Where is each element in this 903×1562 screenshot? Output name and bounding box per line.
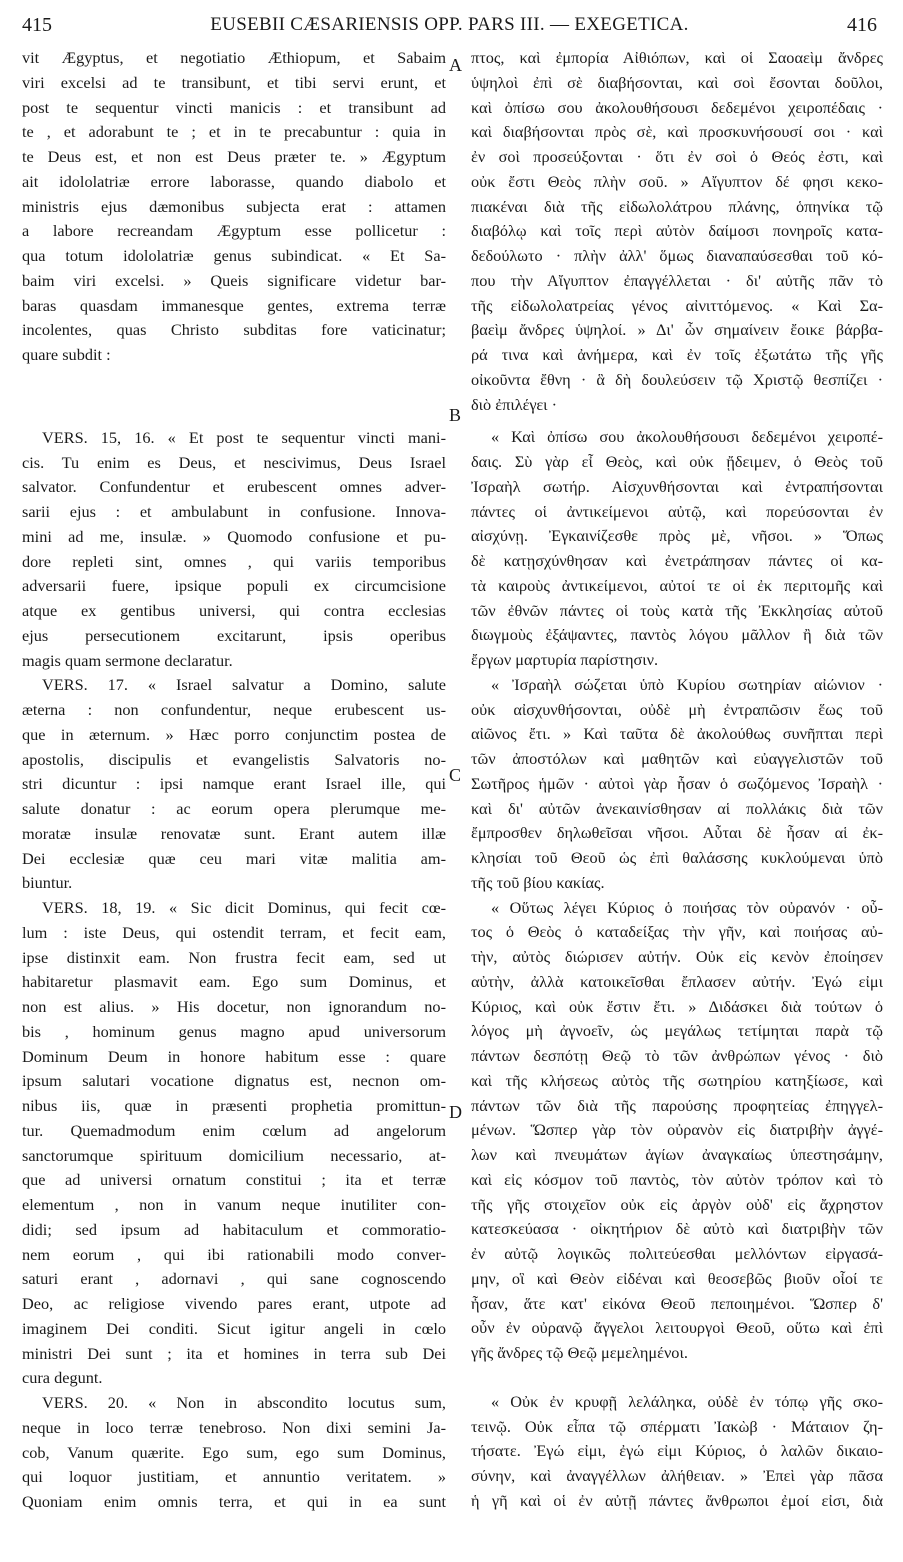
greek-text-line: « Οὕτως λέγει Κύριος ὁ ποιήσας τὸν οὐρανόν · οὗ- xyxy=(491,897,883,917)
latin-text-line: te Deus est, et non est Deus præter te. » Ægyptum xyxy=(22,147,446,166)
latin-text-line: nibus iis, quæ in præsenti prophetia promittun- xyxy=(22,1096,446,1115)
greek-text-line: τὴν, αὐτὸς διώρισεν αὐτήν. Οὐκ εἰς κενὸν ἐποίησεν xyxy=(471,947,883,966)
paragraph-gap xyxy=(471,1366,883,1390)
greek-text-line: ὑψηλοὶ ἐπὶ σὲ διαβήσονται, καὶ σοὶ ἔσονται δοῦλοι, xyxy=(471,72,883,92)
latin-text-line: post te sequentur vincti manicis : et transibunt ad xyxy=(22,97,446,117)
greek-text-line: ἔμπροσθεν δηλωθεῖσαι νῆσοι. Αὗται δὲ ἦσαν αἱ ἐκ- xyxy=(471,823,883,843)
latin-text-line: ejus persecutionem excitarunt, ipsis operibus xyxy=(22,625,446,645)
latin-text-line: mini ad me, insulæ. » Quomodo confusione et pu- xyxy=(22,526,446,546)
greek-text-line: Ἰσραὴλ σωτήρ. Αἰσχυνθήσονται καὶ ἐντραπήσονται xyxy=(471,476,883,496)
latin-text-line: didi; sed ipsum ad habitaculum et commoratio- xyxy=(22,1219,446,1239)
greek-text-line: καὶ διαβήσονται πρὸς σὲ, καὶ προσκυνήσουσί σοι · καὶ xyxy=(471,122,883,142)
greek-text-line: διὸ ἐπιλέγει · xyxy=(471,394,558,414)
latin-text-line: moratæ insulæ renovatæ sunt. Erant autem illæ xyxy=(22,823,446,843)
greek-text-line: κατεσκεύασα · οἰκητήριον δὲ αὐτὸ καὶ διατριβὴν τῶν xyxy=(471,1219,883,1239)
greek-text-line: « Οὐκ ἐν κρυφῇ λελάληκα, οὐδὲ ἐν τόπῳ γῆς σκο- xyxy=(491,1391,883,1411)
page-number-left: 415 xyxy=(22,14,52,36)
latin-text-line: Dominum Deum in honore habitum esse : quare xyxy=(22,1046,446,1066)
latin-text-line: te , et adorabunt te ; et in te precabuntur : quia in xyxy=(22,122,446,142)
latin-text-line: cob, Vanum quærite. Ego sum, ego sum Dominus, xyxy=(22,1442,446,1462)
latin-text-line: baim viri excelsi. » Queis significare videtur bar- xyxy=(22,270,446,290)
latin-text-line: non est alius. » His docetur, non ignorandum no- xyxy=(22,997,446,1016)
greek-text-line: τος ὁ Θεὸς ὁ καταδείξας τὴν γῆν, καὶ ποιήσας αὐ- xyxy=(471,922,883,942)
latin-text-line: æterna : non confundentur, neque erubescent us- xyxy=(22,700,446,719)
margin-letter-c: C xyxy=(449,765,462,785)
greek-text-line: τῆς εἰδωλολατρείας γένος αἰνιττόμενος. « Καὶ Σα- xyxy=(471,295,883,315)
latin-text-line: ipsum salutari vocatione dignatus est, necnon om- xyxy=(22,1071,446,1091)
latin-text-line: Deo, ac religiose vivendo pares erant, utpote ad xyxy=(22,1294,446,1313)
latin-text-line: sanctorumque spirituum domicilium necessario, at- xyxy=(22,1145,446,1165)
greek-text-line: « Καὶ ὀπίσω σου ἀκολουθήσουσι δεδεμένοι χειροπέ- xyxy=(491,427,883,447)
margin-letter-b: B xyxy=(449,405,462,425)
greek-text-line: αὐτὴν, ἀλλὰ κατοικεῖσθαι ἔπλασεν αὐτήν. Ἐγώ εἰμι xyxy=(471,971,883,991)
greek-text-line: οὐκ ἔστι Θεὸς πλὴν σοῦ. » Αἴγυπτον δέ φησι κεκο- xyxy=(471,171,883,191)
greek-text-line: μην, οἳ καὶ Θεὸν εἰδέναι καὶ θεοσεβῶς βιοῦν οἷοί τε xyxy=(471,1268,883,1288)
running-head: EUSEBII CÆSARIENSIS OPP. PARS III. — EXEGETICA. xyxy=(210,14,689,35)
greek-text-line: ρά τινα καὶ ἀνήμερα, καὶ ἐν τοῖς ἐξωτάτω τῆς γῆς xyxy=(471,345,883,364)
greek-text-line: σύνην, καὶ ἀναγγέλλων ἀλήθειαν. » Ἐπεὶ γὰρ πᾶσα xyxy=(471,1466,883,1485)
greek-text-line: ἐν σοὶ προσεύξονται · ὅτι ἐν σοὶ ὁ Θεός ἐστι, καὶ xyxy=(471,147,883,166)
greek-text-line: τῶν ἀποστόλων καὶ μαθητῶν καὶ εὐαγγελιστῶν τοῦ xyxy=(471,749,883,768)
greek-text-line: πιακέναι διὰ τῆς εἰδωλολάτρου πλάνης, ὁπηνίκα τῷ xyxy=(471,196,883,216)
latin-text-line: tur. Quemadmodum enim cœlum ad angelorum xyxy=(22,1120,446,1140)
latin-text-line: atque ex gentibus universi, qui contra ecclesias xyxy=(22,601,446,620)
greek-text-line: « Ἰσραὴλ σώζεται ὑπὸ Κυρίου σωτηρίαν αἰώνιον · xyxy=(491,674,883,694)
greek-text-line: καὶ εἰς κόσμον τοῦ παντὸς, τὸν αὐτὸν τρόπον καὶ τὸ xyxy=(471,1169,883,1189)
greek-text-line: ἡ γῆ καὶ οἱ ἐν αὐτῇ πάντες ἄνθρωποι ἐμοί εἰσι, διὰ xyxy=(471,1490,883,1510)
latin-text-line: viri excelsi ad te transibunt, et tibi servi erunt, et xyxy=(22,72,446,92)
greek-text-line: τῶν ἐθνῶν πάντες οἱ τοὺς κατὰ τῆς Ἐκκλησίας αὐτοῦ xyxy=(471,600,883,620)
paragraph-gap xyxy=(471,417,883,425)
latin-text-line: stri dicuntur : ipsi namque erant Israel ille, qui xyxy=(22,774,446,794)
greek-text-line: λων καὶ πνευμάτων ἁγίων ἀναγκαίως ὑπεστησάμην, xyxy=(471,1145,883,1164)
latin-text-line: imaginem Dei conditi. Sicut igitur angeli in cœlo xyxy=(22,1318,446,1338)
latin-text-line: nem eorum , qui ibi rationabili modo conver- xyxy=(22,1244,446,1264)
latin-text-line: VERS. 17. « Israel salvatur a Domino, salute xyxy=(42,675,446,695)
greek-text-line: δὲ κατῃσχύνθησαν καὶ ἐνετράπησαν πάντες οἱ κα- xyxy=(471,551,883,570)
greek-text-line: κλησίαι τοῦ Θεοῦ ὡς ἐπὶ θαλάσσης κυκλούμεναι ὑπὸ xyxy=(471,848,883,867)
latin-text-line: neque in loco terræ tenebroso. Non dixi semini Ja- xyxy=(22,1417,446,1437)
latin-text-line: dore repleti sint, omnes , qui variis temporibus xyxy=(22,551,446,571)
greek-text-line: οὐκ αἰσχυνθήσονται, οὐδὲ μὴ ἐντραπῶσιν ἕως τοῦ xyxy=(471,699,883,719)
latin-text-line: Quoniam enim omnis terra, et qui in ea sunt xyxy=(22,1492,446,1511)
greek-text-line: ἐν αὐτῷ λογικῶς πολιτεύεσθαι μελλόντων εἰργασά- xyxy=(471,1244,883,1263)
greek-text-line: τὰ καιροὺς ἀντικείμενοι, αὐτοί τε οἱ ἐκ περιτομῆς καὶ xyxy=(471,575,883,595)
greek-text-line: τήσατε. Ἐγώ εἰμι, ἐγώ εἰμι Κύριος, ὁ λαλῶν δικαιο- xyxy=(471,1441,883,1461)
greek-text-line: πάντων τῶν διὰ τῆς παρούσης προφητείας ἐπηγγελ- xyxy=(471,1095,883,1115)
latin-text-line: vit Ægyptus, et negotiatio Æthiopum, et Sabaim xyxy=(22,48,446,67)
greek-text-line: Κύριος, καὶ οὐκ ἔστιν ἔτι. » Διδάσκει διὰ τούτων ὁ xyxy=(471,996,883,1016)
greek-text-line: οὖν ἐν οὐρανῷ ἄγγελοι λειτουργοὶ Θεοῦ, οὕτω καὶ ἐπὶ xyxy=(471,1318,883,1338)
greek-text-line: βαεὶμ ἄνδρες ὑψηλοί. » Δι' ὧν σημαίνειν ἔοικε βάρβα- xyxy=(471,320,883,340)
greek-text-line: δαις. Σὺ γὰρ εἶ Θεὸς, καὶ οὐκ ᾔδειμεν, ὁ Θεὸς τοῦ xyxy=(471,452,883,471)
greek-text-line: αἰῶνος ἔτι. » Καὶ ταῦτα δὲ ἀκολούθως συνῆπται περὶ xyxy=(471,724,883,744)
latin-text-line: cis. Tu enim es Deus, et nescivimus, Deus Israel xyxy=(22,452,446,472)
latin-text-line: ait idololatriæ errore laborasse, quando diabolo et xyxy=(22,171,446,191)
greek-text-line: τῆς τοῦ βίου κακίας. xyxy=(471,872,605,892)
greek-text-line: πάντες οἱ ἀντικείμενοι αὐτῷ, καὶ πορεύσονται ἐν xyxy=(471,501,883,521)
latin-column xyxy=(22,46,446,1515)
greek-text-line: καὶ ὀπίσω σου ἀκολουθήσουσι δεδεμένοι χειροπέδαις · xyxy=(471,97,883,117)
greek-text-line: Σωτῆρος ἡμῶν · αὐτοὶ γὰρ ἦσαν ὁ σωζόμενος Ἰσραὴλ · xyxy=(471,773,883,793)
greek-text-line: μένων. Ὥσπερ γὰρ τὸν οὐρανὸν εἰς διατριβὴν ἀγγέ- xyxy=(471,1120,883,1140)
latin-text-line: apostolis, discipulis et evangelistis Salvatoris no- xyxy=(22,749,446,769)
latin-text-line: ipse distinxit eam. Non frustra fecit eam, sed ut xyxy=(22,947,446,967)
latin-text-line: a labore recreandam Ægyptum esse pollicetur : xyxy=(22,221,446,241)
latin-text-line: Dei ecclesiæ quæ ceu mari vitæ malitia am- xyxy=(22,848,446,868)
latin-text-line: adversarii fuere, ipsique populi ex circumcisione xyxy=(22,576,446,596)
latin-text-line: magis quam sermone declaratur. xyxy=(22,650,233,670)
latin-text-line: biuntur. xyxy=(22,873,73,893)
greek-text-line: τῆς γῆς στοιχεῖον οὐκ εἰς ἀργὸν οὐδ' εἰς ἄχρηστον xyxy=(471,1194,883,1214)
latin-text-line: saturi erant , adornavi , qui sane cognoscendo xyxy=(22,1269,446,1289)
greek-text-line: τεινῷ. Οὐκ εἶπα τῷ σπέρματι Ἰακὼβ · Μάταιον ζη- xyxy=(471,1416,883,1436)
latin-text-line: bis , hominum genus magno apud universorum xyxy=(22,1021,446,1041)
greek-text-line: πάντων δεσπότῃ Θεῷ τὸ τῶν ἀνθρώπων γένος · διὸ xyxy=(471,1046,883,1065)
greek-column xyxy=(471,46,883,1514)
latin-text-line: cura degunt. xyxy=(22,1368,103,1388)
page-number-right: 416 xyxy=(847,14,877,36)
greek-text-line: οἰκοῦντα ἔθνη · ἃ δὴ δουλεύσειν τῷ Χριστῷ θεσπίζει · xyxy=(471,369,883,389)
latin-text-line: elementum , non in vanum neque inutiliter con- xyxy=(22,1195,446,1214)
greek-text-line: ἦσαν, ἅτε κατ' εἰκόνα Θεοῦ πεποιημένοι. Ὥσπερ δ' xyxy=(471,1293,883,1313)
latin-text-line: salvator. Confundentur et erubescent omnes adver- xyxy=(22,477,446,497)
greek-text-line: ἔργων μαρτυρία παρίστησιν. xyxy=(471,650,659,669)
greek-text-line: δεδούλωτο · πλὴν ἀλλ' ὅμως διαναπαύσεσθαι τοῦ κό- xyxy=(471,246,883,265)
margin-letter-a: A xyxy=(449,55,462,75)
latin-text-line: incolentes, quas Christo subditas fore vaticinatur; xyxy=(22,320,446,340)
latin-text-line: qui loquor justitiam, et annuntio veritatem. » xyxy=(22,1467,446,1487)
latin-text-line: VERS. 20. « Non in abscondito locutus sum, xyxy=(42,1393,446,1412)
greek-text-line: καὶ δι' αὐτῶν ἀνεκαινίσθησαν αἱ πολλάκις διὰ τῶν xyxy=(471,798,883,818)
greek-text-line: διαβόλῳ καὶ τοῖς περὶ αὐτὸν δαίμοσι πονηροῖς κατα- xyxy=(471,221,883,241)
latin-text-line: qua totum idololatriæ genus subindicat. « Et Sa- xyxy=(22,246,446,265)
greek-text-line: λόγος μὴ ἀγνοεῖν, ὡς μεγάλως τετίμηται παρὰ τῷ xyxy=(471,1021,883,1041)
paragraph-gap xyxy=(22,368,446,426)
latin-text-line: VERS. 18, 19. « Sic dicit Dominus, qui fecit cœ- xyxy=(42,898,446,917)
greek-text-line: διωγμοὺς ἐξάψαντες, παντὸς λόγου μᾶλλον ἢ διὰ τῶν xyxy=(471,625,883,645)
latin-text-line: sarii ejus : et ambulabunt in confusione. Innova- xyxy=(22,502,446,521)
greek-text-line: γῆς ἄνδρες τῷ Θεῷ μεμελημένοι. xyxy=(471,1343,688,1362)
latin-text-line: ministris ejus dæmonibus subjecta erat : attamen xyxy=(22,196,446,216)
latin-text-line: salute donatur : ac eorum opera plerumque me- xyxy=(22,799,446,818)
greek-text-line: πτος, καὶ ἐμπορία Αἰθιόπων, καὶ οἱ Σαοαεὶμ ἄνδρες xyxy=(471,48,883,67)
page-header xyxy=(22,14,877,44)
latin-text-line: VERS. 15, 16. « Et post te sequentur vincti mani- xyxy=(42,427,446,447)
latin-text-line: que ad universi ornatum constitui ; ita et terræ xyxy=(22,1170,446,1190)
greek-text-line: που τὴν Αἴγυπτον ἐπαγγέλλεται · δι' αὐτῆς πᾶν τὸ xyxy=(471,270,883,290)
latin-text-line: que in æternum. » Hæc porro conjunctim postea de xyxy=(22,724,446,744)
latin-text-line: quare subdit : xyxy=(22,345,111,364)
greek-text-line: καὶ τῆς κλήσεως αὐτὸς τῆς σωτηρίου κατηξίωσε, καὶ xyxy=(471,1070,883,1090)
greek-text-line: αἰσχύνῃ. Ἐγκαινίζεσθε πρὸς μὲ, νῆσοι. » Ὅπως xyxy=(471,526,883,546)
latin-text-line: habitaretur plasmavit eam. Ego sum Dominus, et xyxy=(22,972,446,992)
margin-letter-d: D xyxy=(449,1102,462,1122)
latin-text-line: lum : iste Deus, qui ostendit terram, et fecit eam, xyxy=(22,922,446,942)
latin-text-line: ministri Dei sunt ; ita et homines in terra sub Dei xyxy=(22,1343,446,1363)
latin-text-line: baras quasdam immanesque gentes, extrema terræ xyxy=(22,295,446,315)
